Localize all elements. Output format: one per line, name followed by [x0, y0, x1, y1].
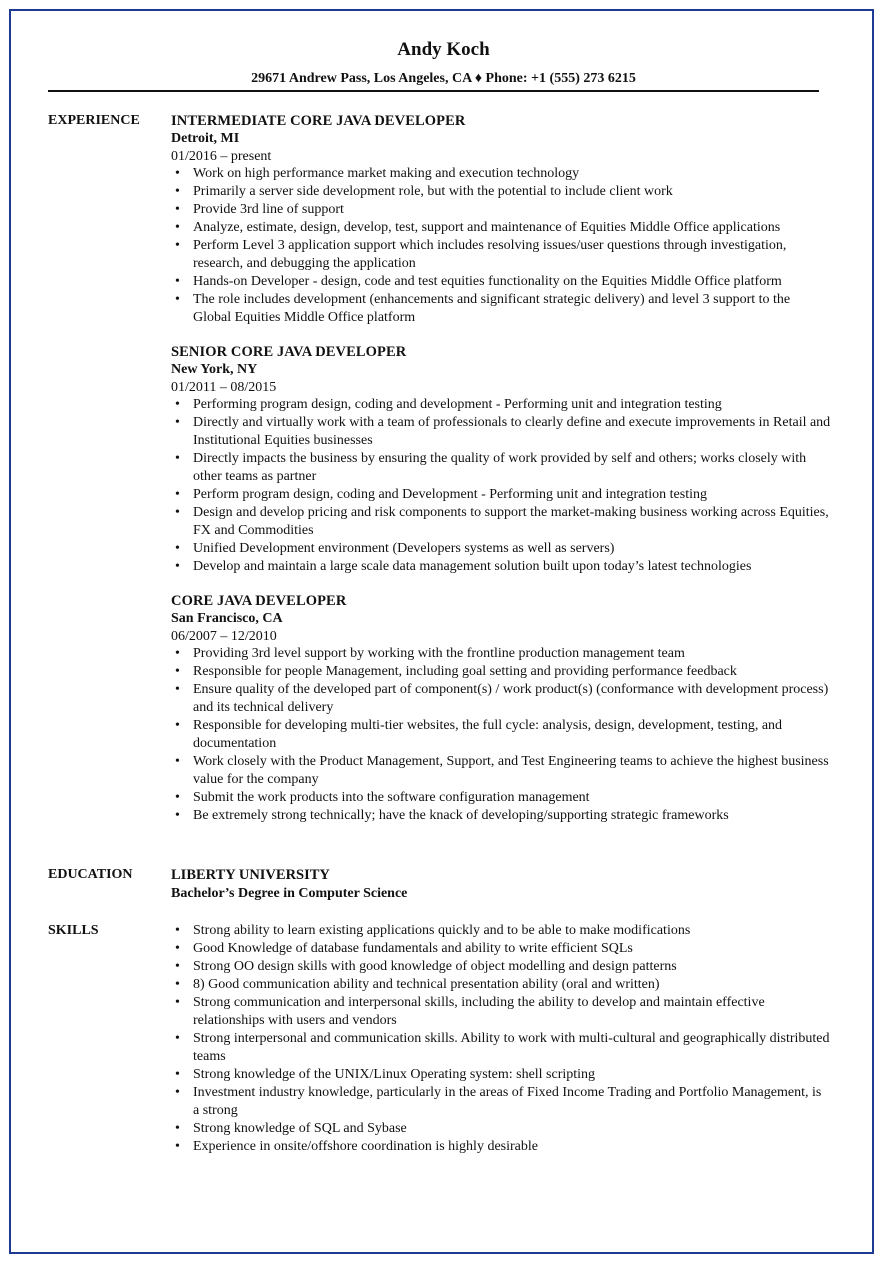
- bullet-item: • Perform Level 3 application support which includes resolving issues/user questions through investigation, research, and debugging the application: [171, 237, 831, 273]
- bullet-item: • Develop and maintain a large scale data management solution built upon today’s latest technologies: [171, 558, 831, 576]
- bullet-item: • Primarily a server side development role, but with the potential to include client work: [171, 183, 831, 201]
- experience-label: EXPERIENCE: [48, 113, 140, 128]
- skills-body: [171, 922, 831, 1156]
- skill-item: • Strong communication and interpersonal skills, including the ability to develop and maintain effective relationships with users and vendors: [171, 994, 831, 1030]
- job-title: SENIOR CORE JAVA DEVELOPER: [171, 344, 407, 360]
- job-dates: 01/2016 – present: [171, 149, 272, 164]
- skill-item: • Good Knowledge of database fundamentals and ability to write efficient SQLs: [171, 940, 831, 958]
- bullet-item: • Work closely with the Product Management, Support, and Test Engineering teams to achieve the highest business value for the company: [171, 753, 831, 789]
- bullet-item: • Submit the work products into the software configuration management: [171, 789, 831, 807]
- bullet-item: • Ensure quality of the developed part of component(s) / work product(s) (conformance with development process) and its technical delivery: [171, 681, 831, 717]
- bullet-item: • Performing program design, coding and development - Performing unit and integration testing: [171, 396, 831, 414]
- bullet-item: • Design and develop pricing and risk components to support the market-making business working across Equities, FX and Commodities: [171, 504, 831, 540]
- bullet-item: • Hands-on Developer - design, code and test equities functionality on the Equities Middle Office platform: [171, 273, 831, 291]
- bullet-item: • Unified Development environment (Developers systems as well as servers): [171, 540, 831, 558]
- resume-header: [0, 38, 887, 88]
- education-body: [171, 866, 831, 904]
- job-location: San Francisco, CA: [171, 611, 283, 626]
- candidate-name: Andy Koch: [397, 39, 490, 60]
- contact-line: 29671 Andrew Pass, Los Angeles, CA ♦ Phone: +1 (555) 273 6215: [251, 71, 636, 86]
- skill-item: • 8) Good communication ability and technical presentation ability (oral and written): [171, 976, 831, 994]
- school-name: LIBERTY UNIVERSITY: [171, 867, 330, 883]
- job-bullets: [171, 645, 831, 825]
- job-title: CORE JAVA DEVELOPER: [171, 593, 347, 609]
- header-divider: [48, 90, 819, 92]
- skill-item: • Strong knowledge of the UNIX/Linux Operating system: shell scripting: [171, 1066, 831, 1084]
- bullet-item: • Perform program design, coding and Development - Performing unit and integration testing: [171, 486, 831, 504]
- bullet-item: • Analyze, estimate, design, develop, test, support and maintenance of Equities Middle Office applications: [171, 219, 831, 237]
- skills-label: SKILLS: [48, 923, 99, 938]
- bullet-item: • Responsible for developing multi-tier websites, the full cycle: analysis, design, development, testing, and documentation: [171, 717, 831, 753]
- education-label: EDUCATION: [48, 867, 133, 882]
- bullet-item: • Providing 3rd level support by working with the frontline production management team: [171, 645, 831, 663]
- skill-item: • Strong ability to learn existing applications quickly and to be able to make modifications: [171, 922, 831, 940]
- job-title: INTERMEDIATE CORE JAVA DEVELOPER: [171, 113, 466, 129]
- job-location: New York, NY: [171, 362, 258, 377]
- bullet-item: • Responsible for people Management, including goal setting and providing performance feedback: [171, 663, 831, 681]
- experience-body: [171, 112, 831, 841]
- skill-item: • Strong knowledge of SQL and Sybase: [171, 1120, 831, 1138]
- skill-item: • Experience in onsite/offshore coordination is highly desirable: [171, 1138, 831, 1156]
- bullet-item: • Work on high performance market making and execution technology: [171, 165, 831, 183]
- job-entry: [171, 592, 831, 825]
- bullet-item: • Provide 3rd line of support: [171, 201, 831, 219]
- job-dates: 06/2007 – 12/2010: [171, 629, 277, 644]
- job-entry: [171, 112, 831, 327]
- job-entry: [171, 343, 831, 576]
- job-bullets: [171, 165, 831, 327]
- bullet-item: • Be extremely strong technically; have the knack of developing/supporting strategic frameworks: [171, 807, 831, 825]
- skills-list: [171, 922, 831, 1156]
- job-dates: 01/2011 – 08/2015: [171, 380, 277, 395]
- skill-item: • Strong interpersonal and communication skills. Ability to work with multi-cultural and geographically distributed teams: [171, 1030, 831, 1066]
- bullet-item: • Directly impacts the business by ensuring the quality of work provided by self and others; works closely with other teams as partner: [171, 450, 831, 486]
- skill-item: • Investment industry knowledge, particularly in the areas of Fixed Income Trading and Portfolio Management, is a strong: [171, 1084, 831, 1120]
- skill-item: • Strong OO design skills with good knowledge of object modelling and design patterns: [171, 958, 831, 976]
- job-location: Detroit, MI: [171, 131, 240, 146]
- bullet-item: • The role includes development (enhancements and significant strategic delivery) and level 3 support to the Global Equities Middle Office platform: [171, 291, 831, 327]
- job-bullets: [171, 396, 831, 576]
- degree-name: Bachelor’s Degree in Computer Science: [171, 886, 408, 901]
- bullet-item: • Directly and virtually work with a team of professionals to clearly define and execute improvements in Retail and Institutional Equities businesses: [171, 414, 831, 450]
